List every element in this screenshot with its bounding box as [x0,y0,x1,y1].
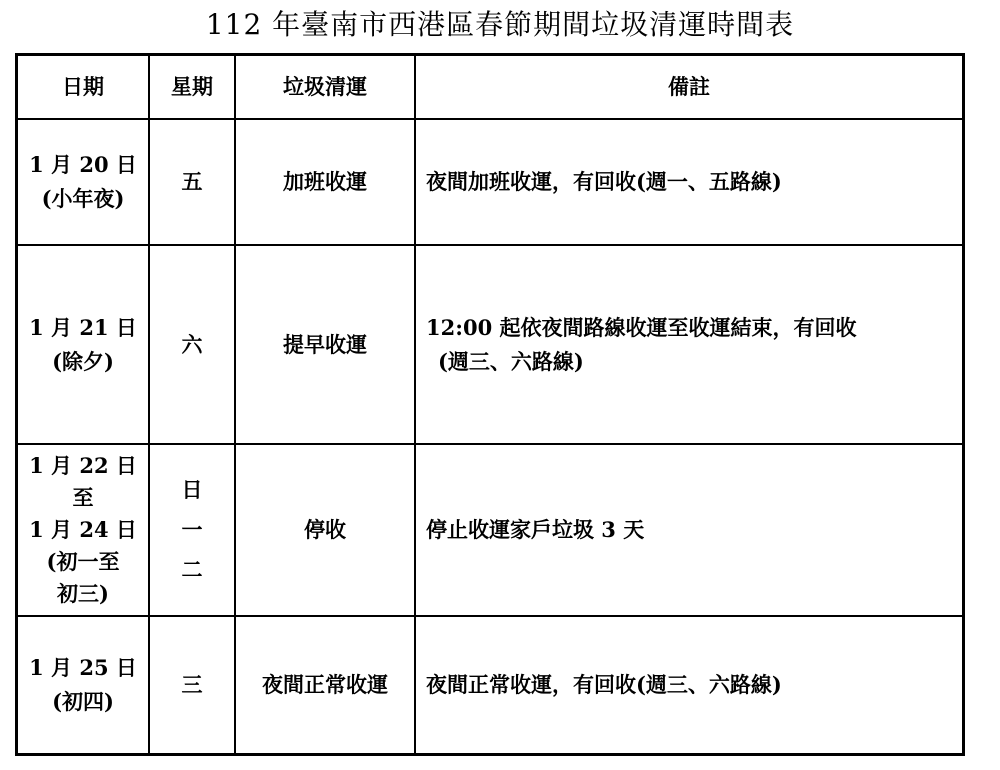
date-line: 1 月 24 日 [29,517,137,542]
remark-line: (週三、六路線) [438,348,584,374]
remark-line: 12:00 起依夜間路線收運至收運結束，有回收 [426,314,857,340]
header-date: 日期 [17,55,150,120]
date-line: 至 [72,485,94,510]
weekday-line: 五 [181,169,203,194]
weekday-line: 六 [181,331,203,357]
table-row [17,119,964,245]
date-cell [17,616,150,755]
date-line: 1 月 25 日 [29,655,137,680]
date-cell [17,119,150,245]
schedule-table [15,53,965,756]
remark-line: 夜間正常收運，有回收(週三、六路線) [426,672,782,697]
table-row [17,616,964,755]
collection-cell: 加班收運 [235,119,415,245]
collection-cell: 提早收運 [235,245,415,444]
date-line: 初三) [57,581,109,606]
remark-cell [415,616,964,755]
page-title: 112 年臺南市西港區春節期間垃圾清運時間表 [205,8,795,41]
remark-cell [415,119,964,245]
table-row [17,245,964,444]
header-weekday: 星期 [149,55,235,120]
weekday-line: 二 [181,557,203,582]
weekday-line: 三 [181,672,203,697]
date-line: 1 月 22 日 [29,453,137,478]
remark-line: 停止收運家戶垃圾 3 天 [426,517,645,542]
weekday-cell [149,444,235,616]
date-line: 1 月 21 日 [29,314,137,340]
table-row [17,444,964,616]
header-collection: 垃圾清運 [235,55,415,120]
date-line: 1 月 20 日 [29,152,137,177]
date-cell [17,245,150,444]
weekday-line: 日 [181,477,203,502]
table-header-row [17,55,964,120]
date-line: (小年夜) [41,186,125,211]
header-remarks: 備註 [415,55,964,120]
date-cell [17,444,150,616]
date-line: (初四) [52,689,114,714]
collection-cell: 停收 [235,444,415,616]
weekday-cell [149,245,235,444]
remark-cell [415,444,964,616]
date-line: (初一至 [46,549,120,574]
weekday-line: 一 [181,517,203,542]
weekday-cell [149,616,235,755]
date-line: (除夕) [52,348,114,374]
collection-cell: 夜間正常收運 [235,616,415,755]
weekday-cell [149,119,235,245]
remark-line: 夜間加班收運，有回收(週一、五路線) [426,169,782,194]
remark-cell [415,245,964,444]
